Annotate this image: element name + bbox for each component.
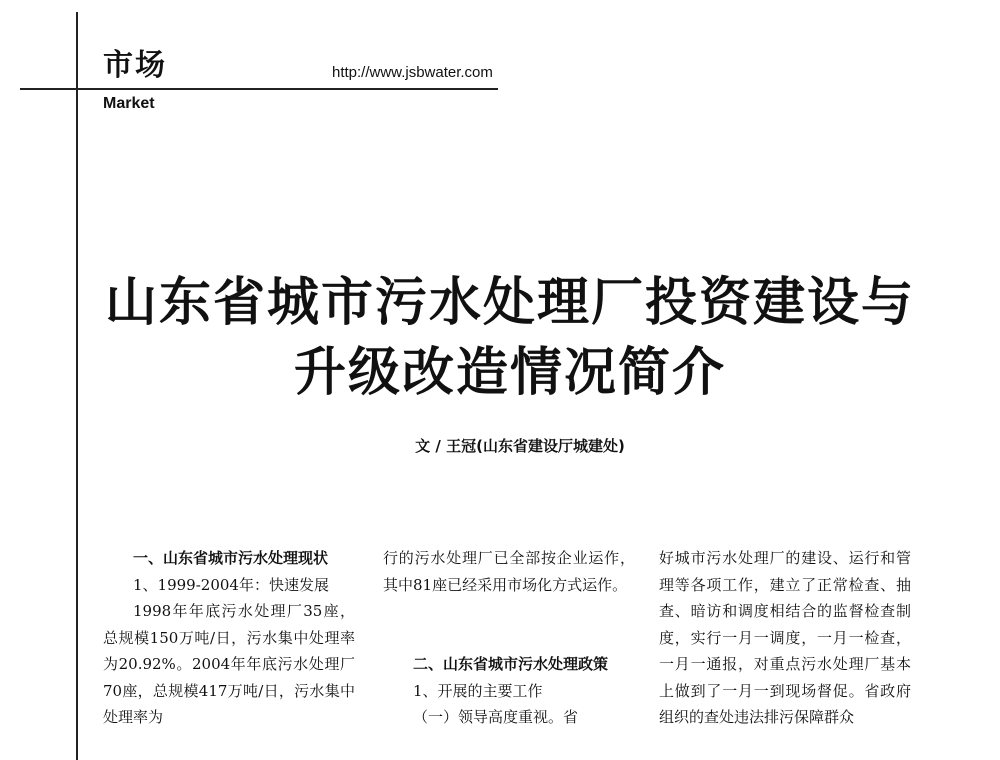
section-heading: 二、山东省城市污水处理政策	[413, 655, 609, 673]
website-url: http://www.jsbwater.com	[332, 64, 493, 81]
paragraph: （一）领导高度重视。省	[413, 708, 579, 726]
text-column-3	[659, 545, 911, 731]
subheading: 1、1999-2004年：快速发展	[133, 575, 329, 594]
subheading: 1、开展的主要工作	[413, 681, 543, 700]
text-column-1	[103, 545, 355, 731]
header-horizontal-rule	[20, 88, 498, 90]
paragraph: 1998年年底污水处理厂35座，总规模150万吨/日，污水集中处理率为20.92%。2004年年底污水处理厂70座，总规模417万吨/日，污水集中处理率为	[103, 602, 355, 726]
margin-vertical-rule	[76, 12, 78, 760]
paragraph: 好城市污水处理厂的建设、运行和管理等各项工作，建立了正常检查、抽查、暗访和调度相结合的监督检查制度，实行一月一调度，一月一检查，一月一通报，对重点污水处理厂基本上做到了一月一到现场督促。省政府组织的查处违法排污保障群众	[659, 549, 911, 726]
article-title	[90, 268, 930, 408]
paragraph-gap	[383, 598, 635, 651]
section-title-cn: 市场	[103, 48, 167, 83]
section-title-en: Market	[103, 95, 155, 112]
article-title-line-1: 山东省城市污水处理厂投资建设与	[104, 272, 915, 333]
text-column-2	[383, 545, 635, 731]
paragraph: 行的污水处理厂已全部按企业运作，其中81座已经采用市场化方式运作。	[383, 549, 635, 594]
article-byline: 文 / 王冠(山东省建设厅城建处)	[415, 437, 625, 455]
section-heading: 一、山东省城市污水处理现状	[133, 549, 329, 567]
article-title-line-2: 升级改造情况简介	[293, 342, 726, 403]
